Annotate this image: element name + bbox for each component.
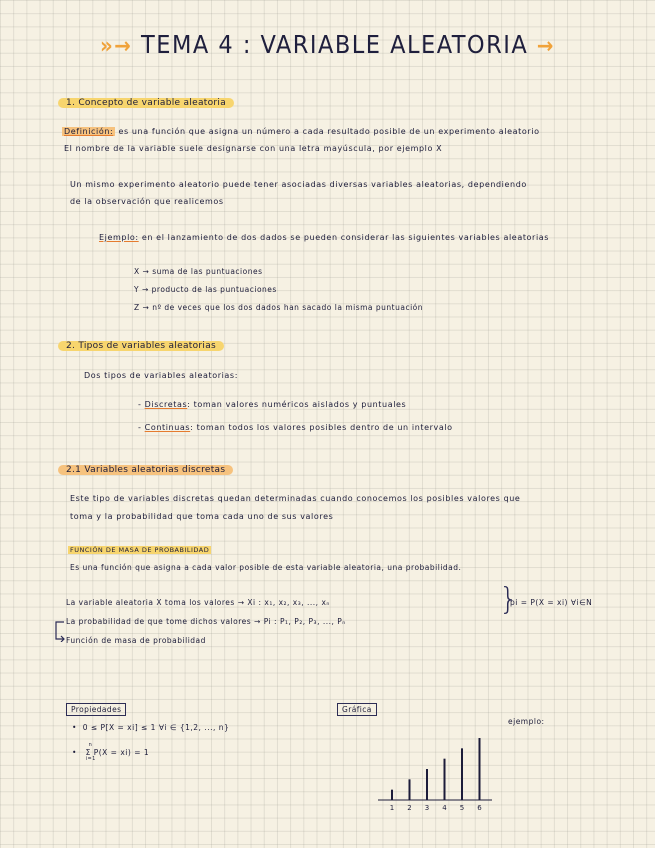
property-2-text: Σ P(X = xi) = 1: [85, 748, 150, 757]
sum-upper-limit: n: [88, 742, 93, 748]
graph-box: [337, 697, 377, 716]
title-text: TEMA 4 : VARIABLE ALEATORIA: [141, 30, 529, 59]
tick-label: 4: [442, 804, 447, 812]
property-1: [72, 723, 229, 732]
arrow-right-icon: →: [536, 34, 556, 59]
continuous-label: Continuas: [144, 423, 191, 432]
discrete-paragraph-2: toma y la probabilidad que toma cada uno de sus valores: [70, 512, 334, 521]
section-21-heading: [58, 457, 233, 476]
bullet-icon: •: [72, 723, 83, 732]
pmf-definition: Es una función que asigna a cada valor posible de esta variable aleatoria, una probabilidad.: [70, 563, 462, 572]
discrete-line: - Discretas: toman valores numéricos aislados y puntuales: [138, 400, 407, 409]
list-item: X → suma de las puntuaciones: [134, 267, 263, 276]
definition-text: es una función que asigna un número a cada resultado posible de un experimento aleatorio: [118, 127, 540, 136]
pmf-subheading-text: FUNCIÓN DE MASA DE PROBABILIDAD: [70, 546, 210, 554]
example-label: Ejemplo:: [99, 233, 139, 242]
property-1-text: 0 ≤ P[X = xi] ≤ 1 ∀i ∈ {1,2, ..., n}: [82, 723, 230, 732]
probabilities-line: La probabilidad de que tome dichos valores → Pi : P₁, P₂, P₃, ..., Pₙ: [66, 617, 346, 626]
example-text: en el lanzamiento de dos dados se pueden considerar las siguientes variables aleatorias: [141, 233, 550, 242]
example-line: [99, 233, 549, 242]
section-2-heading: [58, 333, 224, 352]
types-intro: Dos tipos de variables aleatorias:: [84, 371, 238, 380]
section-1-heading: [58, 90, 234, 109]
double-arrow-icon: »→: [99, 34, 133, 59]
pmf-chart: [370, 725, 500, 820]
paragraph-1: Un mismo experimento aleatorio puede tener asociadas diversas variables aleatorias, dependiendo: [70, 180, 527, 189]
corner-arrow-icon: [52, 620, 68, 642]
discrete-text: : toman valores numéricos aislados y puntuales: [187, 400, 407, 409]
sum-lower-limit: i=1: [85, 756, 96, 762]
property-2: [72, 742, 150, 762]
section-21-heading-text: 2.1 Variables aleatorias discretas: [58, 465, 233, 475]
discrete-label: Discretas: [144, 400, 188, 409]
graph-label: Gráfica: [337, 703, 377, 716]
pmf-label-line: Función de masa de probabilidad: [66, 636, 206, 645]
bullet-icon: •: [72, 748, 83, 757]
paragraph-2: de la observación que realicemos: [70, 197, 224, 206]
pmf-subheading: [68, 546, 211, 554]
continuous-line: - Continuas: toman todos los valores posibles dentro de un intervalo: [138, 423, 453, 432]
tick-label: 2: [407, 804, 412, 812]
section-1-heading-text: 1. Concepto de variable aleatoria: [58, 98, 234, 108]
definition-label: Definición:: [64, 127, 114, 136]
definition-line: [62, 127, 540, 136]
properties-box: [66, 697, 126, 716]
section-2-heading-text: 2. Tipos de variables aleatorias: [58, 341, 224, 351]
properties-label: Propiedades: [66, 703, 126, 716]
page-title: [0, 30, 655, 59]
pmf-formula: pi = P(X = xi) ∀i∈N: [510, 598, 593, 607]
tick-label: 3: [424, 804, 430, 812]
right-brace-icon: }: [499, 582, 519, 617]
tick-label: 1: [389, 804, 395, 812]
tick-label: 6: [477, 804, 482, 812]
list-item: Y → producto de las puntuaciones: [134, 285, 277, 294]
continuous-text: : toman todos los valores posibles dentro de un intervalo: [190, 423, 453, 432]
list-item: Z → nº de veces que los dos dados han sacado la misma puntuación: [134, 303, 424, 312]
definition-line-2: El nombre de la variable suele designarse con una letra mayúscula, por ejemplo X: [64, 144, 443, 153]
discrete-paragraph-1: Este tipo de variables discretas quedan determinadas cuando conocemos los posibles valores que: [70, 494, 521, 503]
values-line: La variable aleatoria X toma los valores → Xi : x₁, x₂, x₃, ..., xₙ: [66, 598, 330, 607]
tick-label: 5: [459, 804, 465, 812]
example-label: ejemplo:: [508, 717, 545, 726]
